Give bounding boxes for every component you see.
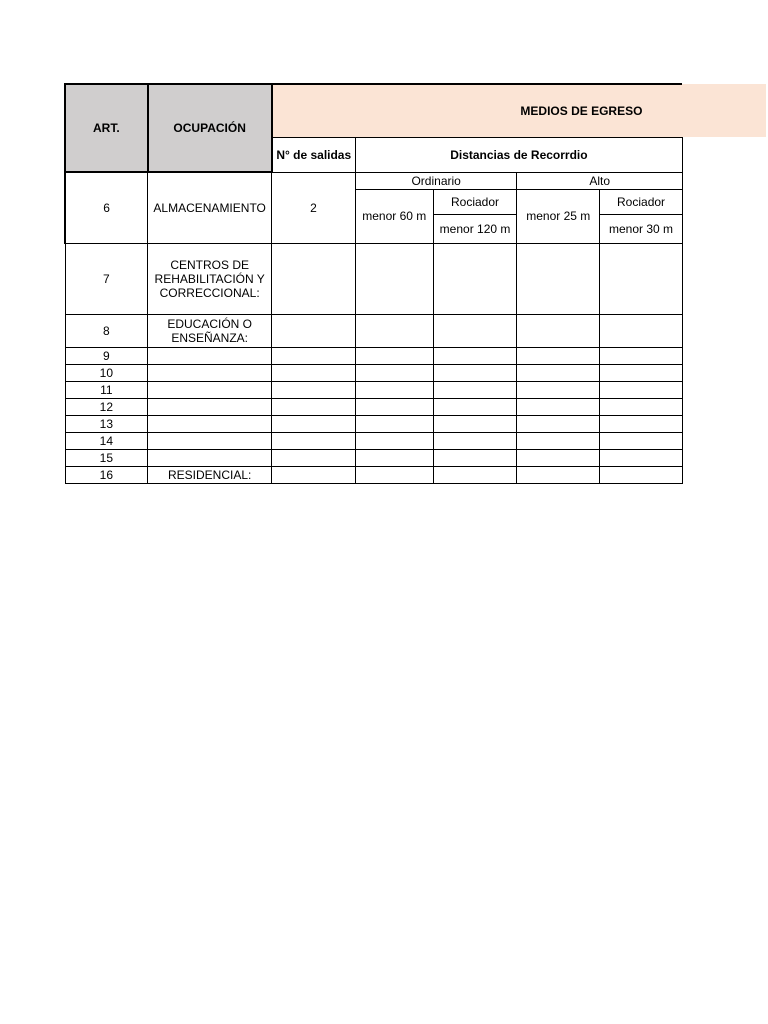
header-ocupacion: OCUPACIÓN [148,84,272,172]
row-ocupacion [148,415,272,432]
empty-cell [682,172,767,189]
row-6-alto-rociador: menor 30 m [600,214,683,243]
row-cell [600,415,683,432]
row-ocupacion [148,364,272,381]
row-cell [272,347,356,364]
row-cell [355,432,433,449]
empty-cell [682,364,767,381]
row-cell [355,449,433,466]
row-cell [517,415,600,432]
row-cell [600,347,683,364]
row-cell [355,415,433,432]
row-ocupacion [148,347,272,364]
row-ocupacion: RESIDENCIAL: [148,466,272,483]
row-cell [355,347,433,364]
row-cell [600,432,683,449]
row-8-cell [517,314,600,347]
row-6-ordinario-rociador: menor 120 m [433,214,517,243]
row-art: 15 [65,449,148,466]
header-rociador-ordinario: Rociador [433,189,517,214]
row-cell [517,381,600,398]
row-cell [355,398,433,415]
row-cell [517,398,600,415]
row-ocupacion [148,449,272,466]
row-6-salidas: 2 [272,172,356,243]
row-6-ordinario-sin-rociador: menor 60 m [355,189,433,243]
row-art: 10 [65,364,148,381]
empty-cell [682,347,767,364]
row-8-ocupacion: EDUCACIÓN O ENSEÑANZA: [148,314,272,347]
header-fill-extension [682,84,767,137]
egress-table [64,83,768,484]
row-7-cell [433,243,517,314]
empty-cell [682,137,767,172]
row-cell [433,347,517,364]
row-art: 13 [65,415,148,432]
row-cell [272,449,356,466]
header-rociador-alto: Rociador [600,189,683,214]
row-7-cell [355,243,433,314]
empty-cell [682,398,767,415]
row-cell [517,432,600,449]
empty-cell [682,189,767,214]
header-salidas: N° de salidas [272,137,356,172]
header-distancias: Distancias de Recorrdio [355,137,682,172]
row-art: 11 [65,381,148,398]
empty-cell [682,214,767,243]
row-7-cell [600,243,683,314]
row-cell [517,449,600,466]
row-art: 12 [65,398,148,415]
header-art: ART. [65,84,148,172]
row-cell [600,466,683,483]
row-cell [355,364,433,381]
row-cell [517,466,600,483]
row-cell [433,466,517,483]
empty-cell [682,432,767,449]
row-6-art: 6 [65,172,148,243]
row-cell [433,449,517,466]
row-ocupacion [148,432,272,449]
row-6-alto-sin-rociador: menor 25 m [517,189,600,243]
empty-cell [682,381,767,398]
header-ordinario: Ordinario [355,172,517,189]
row-cell [272,364,356,381]
row-7-cell [517,243,600,314]
row-cell [433,432,517,449]
header-medios-de-egreso: MEDIOS DE EGRESO [272,84,683,137]
row-art: 9 [65,347,148,364]
row-cell [600,449,683,466]
empty-cell [682,314,767,347]
row-7-art: 7 [65,243,148,314]
row-cell [272,432,356,449]
empty-cell [682,243,767,314]
row-ocupacion [148,398,272,415]
row-cell [433,398,517,415]
row-cell [272,415,356,432]
empty-cell [682,466,767,483]
row-8-art: 8 [65,314,148,347]
row-7-ocupacion: CENTROS DE REHABILITACIÓN Y CORRECCIONAL: [148,243,272,314]
row-8-cell [600,314,683,347]
row-art: 16 [65,466,148,483]
row-cell [517,347,600,364]
row-8-cell [272,314,356,347]
row-art: 14 [65,432,148,449]
row-cell [355,381,433,398]
row-cell [600,364,683,381]
row-cell [600,381,683,398]
row-cell [272,466,356,483]
row-cell [272,381,356,398]
row-ocupacion [148,381,272,398]
row-6-ocupacion: ALMACENAMIENTO [148,172,272,243]
row-cell [433,381,517,398]
empty-cell [682,415,767,432]
row-cell [355,466,433,483]
row-cell [433,415,517,432]
row-8-cell [433,314,517,347]
row-8-cell [355,314,433,347]
header-alto: Alto [517,172,683,189]
empty-cell [682,449,767,466]
row-cell [433,364,517,381]
row-cell [272,398,356,415]
row-cell [600,398,683,415]
row-7-cell [272,243,356,314]
row-cell [517,364,600,381]
